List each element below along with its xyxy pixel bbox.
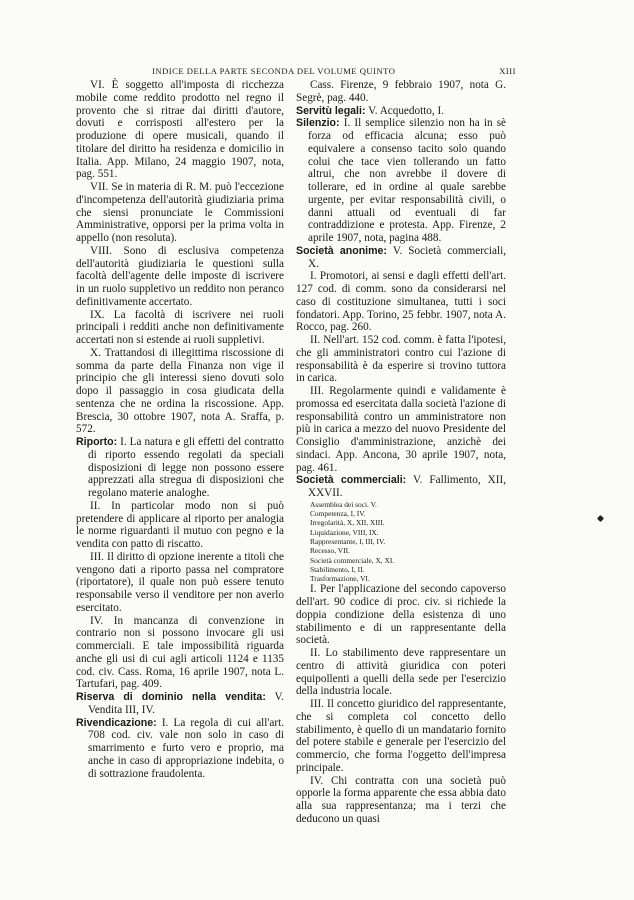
entry-heading: Rivendicazione: (76, 716, 157, 729)
index-entry (296, 474, 506, 500)
entry-text: V. Vendita III, IV. (88, 691, 284, 716)
entry-text: I. La regola di cui all'art. 708 cod. civ. vale non solo in caso di smarrimento e furto vero e proprio, ma anche in caso di appropriazione indebita, o di sottrazione fraudolenta. (88, 716, 284, 780)
entry-heading: Servitù legali: (296, 104, 366, 117)
paragraph: I. Promotori, ai sensi e dagli effetti dell'art. 127 cod. di comm. sono da considerarsi nel caso di costituzione simultanea, tutti i soci fondatori. App. Torino, 25 febbr. 1907, nota A. Rocco, pag. 260. (296, 270, 506, 334)
sub-entry: Irregolarità, X, XII, XIII. (310, 518, 385, 528)
paragraph: II. Nell'art. 152 cod. comm. è fatta l'ipotesi, che gli amministratori contro cui l'azione di responsabilità è da esperire si trovino tuttora in carica. (296, 334, 506, 385)
entry-heading: Società commerciali: (296, 474, 407, 487)
index-entry (296, 245, 506, 271)
index-entry (76, 436, 284, 500)
paragraph: II. Lo stabilimento deve rappresentare un centro di attività giuridica con poteri equipollenti a quelli della sede per l'esercizio della industria locale. (296, 647, 506, 698)
paragraph: I. Per l'applicazione del secondo capoverso dell'art. 90 codice di proc. civ. si richiede la doppia condizione della esistenza di uno stabilimento e di un rappresentante della società. (296, 583, 506, 647)
index-entry (76, 691, 284, 717)
entry-heading: Silenzio: (296, 117, 340, 130)
entry-text: I. Il semplice silenzio non ha in sè forza od efficacia alcuna; esso può equivalere a consenso tacito solo quando colui che tace vien tollerando un fatto altrui, che non avrebbe il dovere di tollerare, ed in ordine al quale sarebbe urgente, per evitar responsabilità civili, o danni attuali od eventuali di far contraddizione e protesta. App. Firenze, 2 aprile 1907, nota, pagina 488. (308, 117, 507, 244)
sub-entry: Rappresentante, I, III, IV. (310, 536, 386, 546)
left-column (76, 79, 284, 780)
sub-entry: Liquidazione, VIII, IX. (310, 527, 379, 537)
paragraph: III. Regolarmente quindi e validamente è promossa ed esercitata dalla società l'azione di responsabilità contro un amministratore non più in carica a mezzo del nuovo Presidente del Consiglio d'amministrazione, anzichè dei sindaci. App. Ancona, 30 aprile 1907, nota, pag. 461. (296, 385, 506, 474)
sub-entry: Competenza, I, IV. (310, 509, 366, 519)
right-column (296, 79, 506, 826)
paragraph: IV. Chi contratta con una società può opporle la forma apparente che essa abbia dato alla sua rappresentanza; ma i terzi che deducono un quasi (296, 774, 506, 825)
entry-text: V. Fallimento, XII, XXVII. (308, 474, 506, 499)
paragraph: III. Il diritto di opzione inerente a titoli che vengono dati a riporto passa nel compratore (riportatore), il quale non può essere tenuto responsabile verso il venditore per non averlo esercitato. (76, 550, 284, 614)
sub-entry: Società commerciale, X, XI. (310, 555, 395, 565)
sub-entry: Stabilimento, I, II. (310, 564, 365, 574)
sub-entry: Recesso, VII. (310, 546, 350, 556)
entry-heading: Riporto: (76, 436, 118, 448)
index-entry (296, 105, 506, 118)
entry-text: V. Società commerciali, X. (308, 244, 506, 270)
paragraph: III. Il concetto giuridico del rappresentante, che si completa col concetto dello stabilimento, è quello di un mandatario fornito del potere stabile e generale per l'esercizio del commercio, che forma l'oggetto dell'impresa principale. (296, 698, 506, 774)
paragraph: VI. È soggetto all'imposta di ricchezza mobile come reddito prodotto nel regno il provento che si ritrae dai diritti d'autore, dovuti e corrisposti all'estero per la produzione di opere musicali, quando il titolare del diritto ha residenza e domicilio in Italia. App. Milano, 24 maggio 1907, nota, pag. 551. (76, 79, 284, 181)
index-entry (76, 717, 284, 781)
paragraph: IX. La facoltà di iscrivere nei ruoli principali i redditi anche non definitivamente accertati non si estende ai ruoli suppletivi. (76, 308, 284, 346)
paragraph: VII. Se in materia di R. M. può l'eccezione d'incompetenza dell'autorità giudiziaria prima che siensi pronunciate le Commissioni Amministrative, opporsi per la prima volta in appello (non resoluta). (76, 181, 284, 244)
running-head (76, 66, 516, 76)
entry-heading: Riserva di dominio nella vendita: (76, 691, 266, 703)
index-entry (296, 117, 506, 245)
paragraph: IV. In mancanza di convenzione in contrario non si possono invocare gli usi commerciali. E tale impossibilità riguarda anche gli usi di cui agli articoli 1124 e 1135 cod. civ. Cass. Roma, 16 aprile 1907, nota L. Tartufari, pag. 409. (76, 614, 284, 691)
paragraph: X. Trattandosi di illegittima riscossione di somma da parte della Finanza non vige il principio che gli interessi sieno dovuti solo dopo il passaggio in cosa giudicata della sentenza che ne ordina la riscossione. App. Brescia, 30 ottobre 1907, nota A. Sraffa, p. 572. (76, 346, 284, 436)
sub-entry: Assemblea dei soci. V. (310, 499, 377, 509)
paragraph: VIII. Sono di esclusiva competenza dell'autorità giudiziaria le questioni sulla facoltà dell'agente delle imposte di iscrivere in un ruolo suppletivo un reddito non peranco definitivamente accertato. (76, 244, 284, 308)
running-head-title: INDICE DELLA PARTE SECONDA DEL VOLUME QUINTO (152, 66, 396, 76)
paragraph: Cass. Firenze, 9 febbraio 1907, nota G. Segrè, pag. 440. (296, 79, 506, 104)
margin-mark (597, 515, 604, 522)
entry-heading: Società anonime: (296, 244, 387, 257)
entry-text: V. Acquedotto, I. (368, 104, 445, 117)
entry-text: I. La natura e gli effetti del contratto di riporto essendo regolati da speciali disposizioni di legge non possono essere apprezzati alla stregua di disposizioni che regolano materie analoghe. (88, 436, 284, 499)
paragraph: II. In particolar modo non si può pretendere di applicare al riporto per analogia le norme riguardanti il mutuo con pegno e la vendita con patto di riscatto. (76, 499, 284, 550)
page-number: XIII (499, 66, 516, 76)
sub-entry: Trasformazione, VI. (310, 574, 370, 584)
